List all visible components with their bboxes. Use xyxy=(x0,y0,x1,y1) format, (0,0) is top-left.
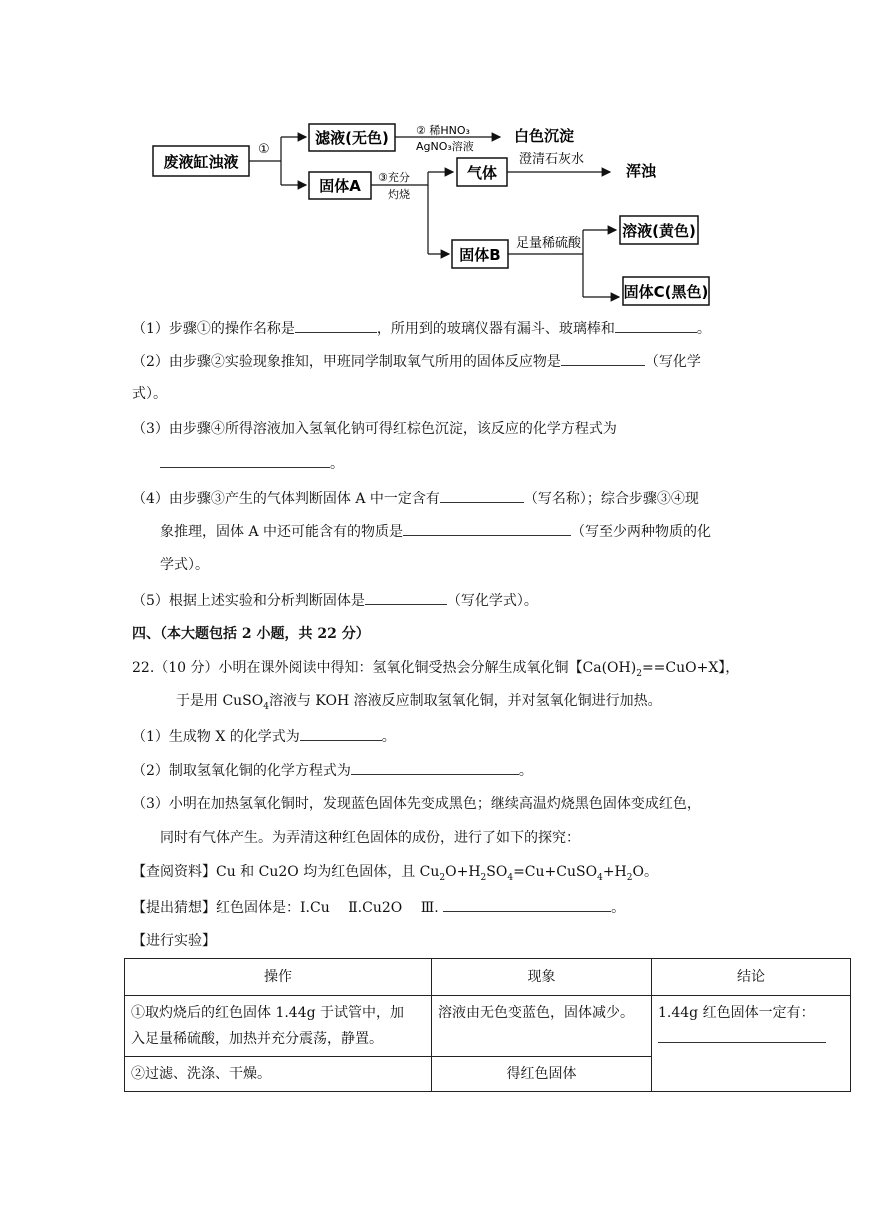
q1-blank-2[interactable] xyxy=(615,318,697,333)
q4-text-e: 学式）。 xyxy=(160,557,209,573)
start-label: 废液缸浊液 xyxy=(163,153,239,171)
q2-blank[interactable] xyxy=(561,351,645,366)
question-4-line-1 xyxy=(132,488,699,509)
q22-part-3-line-2 xyxy=(160,828,580,848)
q22-intro-c: 于是用 CuSO xyxy=(176,693,264,709)
ref-d: =Cu+CuSO xyxy=(513,864,598,880)
limewater-label: 澄清石灰水 xyxy=(519,152,585,167)
q22-p1-blank[interactable] xyxy=(300,726,382,741)
q2-text-b: （写化学 xyxy=(644,354,701,370)
q4-text-b: （写名称）；综合步骤③④现 xyxy=(523,491,699,507)
row1-operation xyxy=(125,996,432,1057)
experiment-table xyxy=(124,958,851,1092)
ref-e: +H xyxy=(602,864,627,880)
q22-intro-a: 22.（10 分）小明在课外阅读中得知：氢氧化铜受热会分解生成氧化铜【Ca(OH) xyxy=(132,660,637,676)
row2-observation: 得红色固体 xyxy=(432,1057,652,1092)
q5-blank[interactable] xyxy=(365,590,447,605)
filtrate-label: 滤液(无色) xyxy=(315,129,389,147)
q22-p3-text-b: 同时有气体产生。为弄清这种红色固体的成份，进行了如下的探究： xyxy=(160,830,580,846)
white-precipitate-label: 白色沉淀 xyxy=(514,127,575,145)
q5-text-a: （5）根据上述实验和分析判断固体是 xyxy=(132,593,365,609)
step3-label-1: ③充分 xyxy=(378,171,410,184)
row1-con-text: 1.44g 红色固体一定有： xyxy=(658,1005,815,1021)
reference-line: 【查阅资料】Cu 和 Cu2O 均为红色固体，且 $Cu_2O+H_2SO_4=Cu+CuSO_4+H_2O$。 xyxy=(132,864,658,883)
ref-f: O。 xyxy=(632,864,658,880)
row1-observation: 溶液由无色变蓝色，固体减少。 xyxy=(432,996,652,1057)
question-3-line-2 xyxy=(160,453,344,474)
guess-line xyxy=(132,897,625,918)
question-3-line-1 xyxy=(132,419,617,439)
solution-yellow-label: 溶液(黄色) xyxy=(622,222,696,240)
q22-p1-text: （1）生成物 X 的化学式为 xyxy=(132,729,300,745)
q22-p3-text-a: （3）小明在加热氢氧化铜时，发现蓝色固体先变成黑色；继续高温灼烧黑色固体变成红色， xyxy=(132,796,701,812)
conclusion-blank[interactable] xyxy=(658,1028,826,1043)
q4-blank-1[interactable] xyxy=(440,488,524,503)
q3-blank[interactable] xyxy=(160,453,330,468)
q5-text-b: （写化学式）。 xyxy=(446,593,538,609)
guess-text: 【提出猜想】红色固体是：Ⅰ.Cu Ⅱ.Cu2O Ⅲ. xyxy=(132,900,439,916)
header-conclusion: 结论 xyxy=(652,959,851,996)
header-observation: 现象 xyxy=(432,959,652,996)
q22-p2-blank[interactable] xyxy=(351,760,519,775)
question-2-line-2 xyxy=(132,384,167,404)
gas-label: 气体 xyxy=(466,164,498,182)
ref-c: SO xyxy=(486,864,508,880)
ref-b: O+H xyxy=(445,864,481,880)
step3-label-2: 灼烧 xyxy=(388,188,410,201)
q1-text-b: ，所用到的玻璃仪器有漏斗、玻璃棒和 xyxy=(376,321,615,337)
table-row xyxy=(125,996,851,1057)
q3-text-a: （3）由步骤④所得溶液加入氢氧化钠可得红棕色沉淀，该反应的化学方程式为 xyxy=(132,421,617,437)
solid-a-label: 固体A xyxy=(319,177,361,195)
step2-reagent-2: AgNO₃溶液 xyxy=(416,140,474,153)
q22-intro-sub: 2 xyxy=(636,668,642,679)
experiment-title: 【进行实验】 xyxy=(132,933,216,949)
q22-p2-end: 。 xyxy=(518,763,533,779)
table-header-row xyxy=(125,959,851,996)
ref-a: 【查阅资料】Cu 和 Cu2O 均为红色固体，且 Cu xyxy=(132,864,440,880)
row2-operation: ②过滤、洗涤、干燥。 xyxy=(125,1057,432,1092)
question-4-line-2 xyxy=(160,521,711,542)
question-5 xyxy=(132,590,538,611)
guess-blank[interactable] xyxy=(443,897,611,912)
q4-text-d: （写至少两种物质的化 xyxy=(571,524,712,540)
q2-text-c: 式）。 xyxy=(132,386,167,402)
q22-intro-b: ==CuO+X】， xyxy=(641,660,740,676)
acid-label: 足量稀硫酸 xyxy=(516,236,582,251)
step2-reagent-1: ② 稀HNO₃ xyxy=(416,124,470,137)
row1-conclusion xyxy=(652,996,851,1092)
q1-end: 。 xyxy=(696,321,711,337)
q22-intro-sub2: 4 xyxy=(263,701,269,712)
q22-part-1 xyxy=(132,726,396,747)
turbid-label: 浑浊 xyxy=(626,162,657,180)
q4-text-c: 象推理，固体 A 中还可能含有的物质是 xyxy=(160,524,404,540)
q3-end: 。 xyxy=(330,456,344,472)
question-2-line-1 xyxy=(132,351,701,372)
question-1 xyxy=(132,318,711,339)
q1-text-a: （1）步骤①的操作名称是 xyxy=(132,321,295,337)
step1-label: ① xyxy=(258,142,270,157)
q22-p2-text: （2）制取氢氧化铜的化学方程式为 xyxy=(132,763,351,779)
q22-intro-d: 溶液与 KOH 溶液反应制取氢氧化铜，并对氢氧化铜进行加热。 xyxy=(268,693,662,709)
q1-blank-1[interactable] xyxy=(295,318,377,333)
q22-intro-line-2 xyxy=(176,691,662,717)
guess-end: 。 xyxy=(611,900,626,916)
q4-blank-2[interactable] xyxy=(403,521,571,536)
q22-intro-line-1 xyxy=(132,658,739,684)
section-4-heading: 四、（本大题包括 2 小题，共 22 分） xyxy=(132,626,370,642)
question-4-line-3 xyxy=(160,555,209,575)
q22-part-3-line-1 xyxy=(132,794,701,814)
q22-p1-end: 。 xyxy=(381,729,396,745)
solid-b-label: 固体B xyxy=(459,246,501,264)
header-operation: 操作 xyxy=(125,959,432,996)
row1-op-b: 入足量稀硫酸，加热并充分震荡，静置。 xyxy=(131,1031,383,1047)
experiment-flowchart xyxy=(0,0,869,310)
q2-text-a: （2）由步骤②实验现象推知，甲班同学制取氧气所用的固体反应物是 xyxy=(132,354,561,370)
q4-text-a: （4）由步骤③产生的气体判断固体 A 中一定含有 xyxy=(132,491,440,507)
row1-op-a: ①取灼烧后的红色固体 1.44g 于试管中，加 xyxy=(131,1005,405,1021)
q22-part-2 xyxy=(132,760,533,781)
solid-c-label: 固体C(黑色) xyxy=(623,283,709,301)
